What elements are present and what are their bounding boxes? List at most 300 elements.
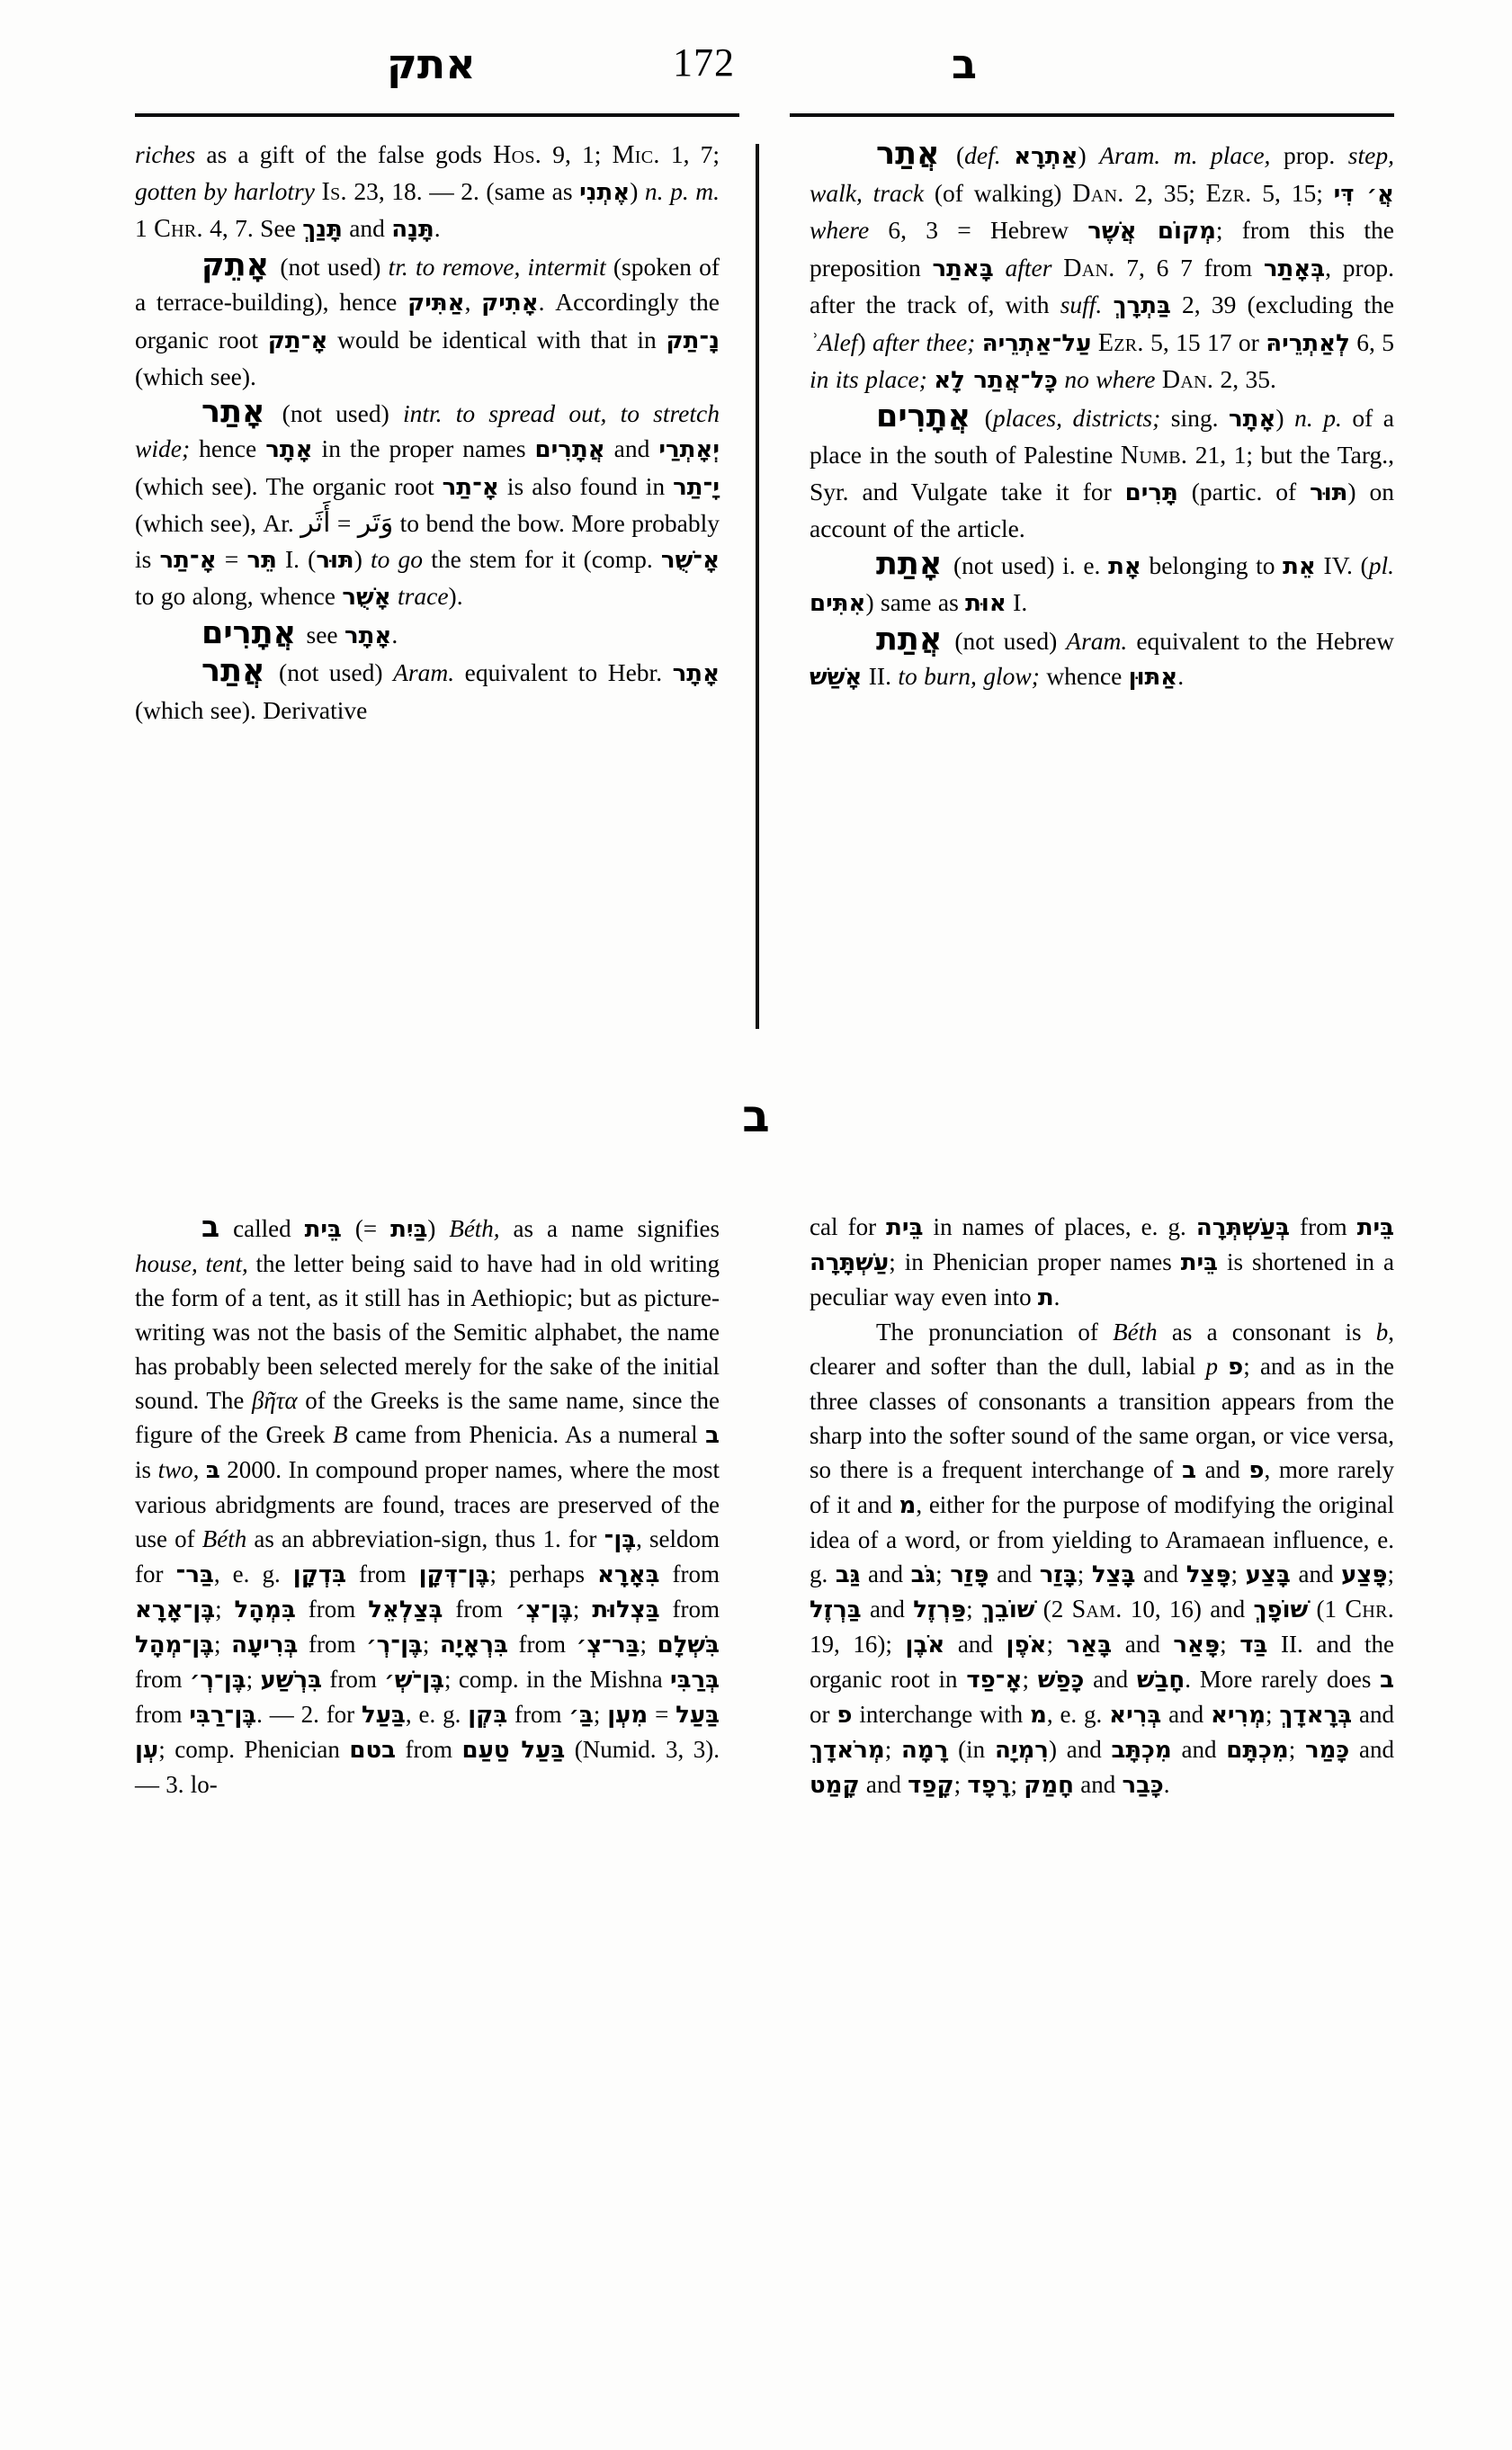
txt: and [860, 1560, 911, 1587]
txt: ; [935, 1560, 951, 1587]
greek-word: βῆτα [251, 1387, 298, 1414]
txt: II. and the organic root in [810, 1631, 1395, 1693]
ref-chr: Chr. [1345, 1596, 1395, 1623]
header-rule-right [790, 113, 1394, 117]
txt: from [295, 1596, 369, 1623]
hebrew-word: בָּצַע [1245, 1561, 1291, 1588]
txt: ; [1046, 1631, 1067, 1658]
hebrew-word: אָ־שֻׁר [660, 546, 720, 574]
ref-mic: Mic. [612, 141, 660, 169]
ref-hos: Hos. [493, 141, 542, 169]
hebrew-word: אִתִּים [810, 590, 866, 617]
hebrew-word: בַּעַל [362, 1702, 406, 1729]
txt: as a name signifies [499, 1215, 720, 1242]
txt: (2 [1034, 1596, 1072, 1623]
txt: tr. to remove, intermit [388, 252, 606, 281]
txt: prop. [1270, 141, 1348, 169]
ref-ezr: Ezr. [1097, 328, 1144, 357]
txt: B [332, 1421, 348, 1448]
entry-athar [135, 395, 720, 616]
hebrew-word: קָמַט [810, 1772, 860, 1799]
txt: ( [974, 403, 993, 432]
txt: gotten by harlotry [135, 176, 315, 205]
txt: intr. to spread out, to stretch wide; [135, 398, 720, 462]
entry-lemma: אֲתַר [876, 136, 940, 172]
entry-lemma: אֲתַת [876, 621, 943, 657]
hebrew-word: בִּדְקָן [292, 1561, 346, 1588]
txt: from [298, 1631, 367, 1658]
txt: ; [953, 1771, 968, 1798]
txt: ; [1077, 1560, 1092, 1587]
txt: and [989, 1560, 1040, 1587]
txt: , [464, 288, 482, 316]
txt: ʾAlef [810, 327, 858, 356]
txt: ) same as [865, 588, 966, 616]
txt: ; from this the preposition [810, 216, 1394, 282]
txt: I. [1006, 588, 1028, 616]
txt: ) on account of the article. [810, 477, 1394, 542]
hebrew-word: תָּנָה [391, 216, 434, 243]
txt: from [135, 1701, 190, 1728]
txt: 5, 15 17 or [1143, 327, 1266, 356]
header-left-hebrew-word: אתק [387, 40, 476, 88]
txt: as a consonant is [1157, 1319, 1376, 1346]
hebrew-word: כָּפַשׁ [1037, 1667, 1085, 1694]
txt: and [1112, 1631, 1174, 1658]
hebrew-word: מְקוֹם אֲשֶׁר [1087, 218, 1216, 245]
txt: or [810, 1701, 837, 1728]
hebrew-word: בַּר־ [175, 1561, 214, 1588]
hebrew-word: ב [1380, 1667, 1394, 1694]
hebrew-word: בַּתְרָךְ [1113, 292, 1171, 319]
ref-numb: Numb. [1120, 442, 1188, 469]
hebrew-word: אָתִיק [481, 290, 539, 317]
hebrew-word: יָ־תַר [673, 473, 720, 501]
txt: (not used) i. e. [945, 550, 1109, 579]
txt: ) [630, 176, 645, 205]
hebrew-word: אָת [1108, 552, 1141, 580]
hebrew-word: תָּנַךְ [302, 216, 343, 243]
txt: after [1005, 253, 1052, 282]
txt: 23, 18. — 2. (same as [346, 176, 580, 205]
header-right-hebrew-letter: ב [952, 40, 978, 88]
hebrew-word: בָּאתַר [932, 255, 994, 282]
entry-athath-hebrew [810, 547, 1394, 622]
txt: no where [1064, 365, 1156, 393]
ref-sam: Sam. [1071, 1596, 1123, 1623]
entry-athath-aramaic [810, 622, 1394, 696]
txt: is [135, 1456, 158, 1483]
ref-dan: Dan. [1063, 254, 1115, 282]
txt: (spoken of a terrace-building), hence [135, 252, 720, 316]
txt: from [1290, 1213, 1357, 1240]
hebrew-word: בְּרָאדָךְ [1279, 1702, 1353, 1729]
txt: and [861, 1596, 914, 1623]
hebrew-word: אָשֻׁר [342, 584, 391, 611]
txt: , e. g. [405, 1701, 469, 1728]
txt: interchange with [852, 1701, 1030, 1728]
hebrew-word: ב [705, 1422, 720, 1449]
txt: . [1177, 662, 1185, 690]
txt: 2, 35. [1213, 365, 1276, 393]
txt [1102, 291, 1113, 318]
hebrew-word: תָּרִים [1124, 478, 1178, 506]
txt: ; [1230, 1560, 1246, 1587]
hebrew-word: מְרֹאדָךְ [810, 1737, 885, 1764]
txt: in the proper names [312, 434, 535, 462]
ref-chr: Chr. [154, 215, 203, 243]
txt: belonging to [1141, 550, 1284, 579]
txt: ) [1078, 141, 1100, 169]
txt: and [1195, 1456, 1249, 1483]
hebrew-word: בֶּן־מְהָל [135, 1632, 214, 1659]
txt [1001, 141, 1015, 169]
txt: ; [1220, 1631, 1240, 1658]
txt: ; [213, 1631, 232, 1658]
hebrew-word: בְּרַבִּי [669, 1667, 720, 1694]
hebrew-word: מ [1030, 1702, 1047, 1729]
top-right-column [810, 137, 1394, 696]
txt: . More rarely does [1185, 1666, 1381, 1693]
txt: , prop. after the track of, with [810, 253, 1394, 318]
hebrew-word: פ [1248, 1457, 1265, 1484]
hebrew-word: בֵּית [886, 1214, 924, 1241]
txt: 7, 6 7 from [1114, 253, 1264, 282]
txt: , e. g. [1046, 1701, 1110, 1728]
txt: (not used) [268, 398, 403, 427]
ref-dan: Dan. [1072, 179, 1124, 208]
txt: . [434, 214, 441, 242]
ref-dan: Dan. [1161, 366, 1214, 394]
txt: , either for the purpose of modifying the original idea of a word, or from yielding to Aramaean influence, e. g. [810, 1491, 1394, 1587]
txt: . [1053, 1283, 1060, 1310]
hebrew-word: רָמָה [901, 1737, 949, 1764]
txt: as a gift of the false gods [195, 140, 494, 168]
txt: ; comp. Phenician [158, 1736, 350, 1763]
txt: b [1375, 1319, 1389, 1346]
hebrew-word: נָ־תַק [666, 326, 720, 354]
entry-lemma: אָתֵק [201, 246, 270, 283]
entry-atharim-crossref [135, 616, 720, 655]
txt: and [1290, 1560, 1342, 1587]
txt: I. ( [276, 544, 317, 573]
hebrew-word: בַּר־צְ׳ [576, 1632, 640, 1659]
bottom-columns-block [135, 1210, 1394, 2217]
beth-article-part1 [135, 1210, 720, 1802]
txt: (which see). [135, 362, 256, 390]
section-letter-beth: ב [742, 1090, 770, 1142]
hebrew-word: תֵּר [246, 546, 277, 574]
txt: from [396, 1736, 462, 1763]
hebrew-word: פָּצַע [1341, 1561, 1388, 1588]
txt: as an abbreviation-sign, thus 1. for [246, 1525, 604, 1552]
txt: IV. ( [1315, 550, 1369, 579]
txt: (= [341, 1215, 391, 1242]
hebrew-word: קָפַד [908, 1772, 954, 1799]
hebrew-word: בַּעַל עְן [135, 1702, 720, 1764]
txt: The pronunciation of [876, 1319, 1114, 1346]
txt: ) [427, 1215, 450, 1242]
entry-atharim [810, 399, 1394, 547]
txt: and [1084, 1666, 1137, 1693]
txt: where [810, 216, 870, 244]
hebrew-word: פָּאַר [1173, 1632, 1221, 1659]
entry-athar-aramaic [135, 654, 720, 728]
txt: hence [190, 434, 266, 462]
hebrew-word: גֹּב [910, 1561, 936, 1588]
txt: (Numid. 3, 3). — 3. lo- [135, 1736, 720, 1798]
hebrew-word: בִּאָרָא [597, 1561, 660, 1588]
entry-lemma: אֲתַר [201, 653, 265, 689]
txt: ) [1275, 403, 1295, 432]
txt: ; [1266, 1701, 1280, 1728]
txt: ) and [1048, 1736, 1112, 1763]
txt: ; perhaps [489, 1560, 598, 1587]
txt: = [216, 544, 247, 573]
txt: 5, 15; [1251, 178, 1334, 207]
hebrew-word: אָשַׁשׁ [810, 664, 863, 691]
hebrew-word: בַּרְזֶל [810, 1596, 862, 1623]
hebrew-word: בֶּן־ [604, 1526, 637, 1553]
txt: (not used) [273, 252, 389, 281]
txt: and [1161, 1701, 1211, 1728]
hebrew-word: אָתָר [344, 621, 392, 649]
txt: , more rarely of it and [810, 1456, 1394, 1518]
txt: n. p. [1294, 403, 1342, 432]
txt: ) [857, 327, 873, 356]
txt: 2000. In compound proper names, where the most various abridgments are found, traces are preserved of the use of [135, 1456, 720, 1552]
txt: ; [884, 1736, 902, 1763]
txt [391, 582, 398, 610]
txt [199, 1456, 206, 1483]
hebrew-word: פ [837, 1702, 853, 1729]
hebrew-word: שׁוֹבֵךְ [980, 1596, 1035, 1623]
hebrew-word: בִּרְאָיָה [439, 1632, 508, 1659]
hebrew-word: רִמְיָה [994, 1737, 1049, 1764]
ref-is: Is. [321, 177, 347, 206]
hebrew-word: אָ־תַר [442, 473, 499, 501]
hebrew-word: בִּשְׁלָם [657, 1632, 720, 1659]
hebrew-word: בֵּית עַשְׁתָּרָה [810, 1214, 1394, 1276]
hebrew-word: פָּזַר [950, 1561, 989, 1588]
txt: 2, 35; [1123, 178, 1206, 207]
bottom-left-column [135, 1210, 720, 1802]
entry-continuation-ethnan [135, 137, 720, 248]
txt: in its place; [810, 365, 927, 393]
running-head [135, 40, 1394, 133]
arabic-word: وَتَر [357, 507, 394, 539]
txt: from [322, 1666, 385, 1693]
txt: ; [593, 1701, 608, 1728]
txt: and [1349, 1736, 1395, 1763]
txt: cal for [810, 1213, 887, 1240]
txt: (not used) [945, 626, 1067, 655]
txt: (which see). Derivative [135, 695, 368, 724]
txt: . [1163, 1771, 1170, 1798]
txt: to burn, glow; [898, 662, 1040, 690]
txt: . Accordingly the organic root [135, 288, 720, 353]
hebrew-word: בַּצְלוּת [592, 1596, 660, 1623]
txt: ; comp. in the Mishna [444, 1666, 670, 1693]
hebrew-word: מְרִיא [1210, 1702, 1266, 1729]
hebrew-word: יְאָתְרַי [658, 436, 720, 463]
txt: would be identical with that in [327, 325, 667, 353]
txt: 4, 7. See [202, 214, 303, 242]
hebrew-word: רָפָד [967, 1772, 1011, 1799]
hebrew-word: בֶּן־רַבִּי [189, 1702, 257, 1729]
txt: . — 2. for [256, 1701, 362, 1728]
hebrew-word: פָּצַל [1185, 1561, 1231, 1588]
top-left-column [135, 137, 720, 728]
hebrew-word: מִעְן [607, 1702, 649, 1729]
hebrew-word: כָּבַר [1122, 1772, 1164, 1799]
txt: (which see), Ar. [135, 509, 301, 537]
txt: ; [215, 1596, 235, 1623]
txt: ; [572, 1596, 593, 1623]
hebrew-word: כָּל־אֲתַר לָא [934, 367, 1059, 394]
hebrew-word: גַּב [835, 1561, 861, 1588]
txt: from [659, 1560, 720, 1587]
txt: of a place in the south of Palestine [810, 403, 1394, 469]
hebrew-word: בְּרִיעָה [231, 1632, 299, 1659]
hebrew-word: תּוּר [1310, 478, 1348, 506]
hebrew-word: בִּרְשַׁע [260, 1667, 323, 1694]
hebrew-word: בַּד [1239, 1632, 1268, 1659]
txt: the stem for it (comp. [423, 544, 661, 573]
hebrew-word: שׁוֹפָךְ [1253, 1596, 1309, 1623]
txt: ; [966, 1596, 981, 1623]
txt: Béth, [449, 1215, 500, 1242]
txt: see [300, 620, 345, 648]
entry-atheq [135, 248, 720, 395]
txt: ( [943, 141, 965, 169]
hebrew-word: בַּיִת [390, 1216, 428, 1243]
txt [1155, 365, 1161, 393]
beth-article-part2 [810, 1210, 1394, 1315]
hebrew-word: בֶּן־צְ׳ [514, 1596, 573, 1623]
txt: (which see). The organic root [135, 471, 443, 500]
txt: , clearer and softer than the dull, labial [810, 1319, 1394, 1380]
txt: = [648, 1701, 676, 1728]
hebrew-word: אֹפֶן [1006, 1632, 1047, 1659]
hebrew-word: אֲ׳ דִּי [1333, 180, 1394, 208]
txt: Aram. m. place, [1099, 141, 1271, 169]
txt: from [135, 1666, 190, 1693]
hebrew-word: פַּרְזֶל [913, 1596, 967, 1623]
hebrew-word: בֵּית [304, 1216, 342, 1243]
hebrew-word: בְּעַשְׁתְּרָה [1195, 1214, 1291, 1241]
hebrew-word: בִּמְהָל [234, 1596, 296, 1623]
hebrew-word: בְּצַלְאֵל [368, 1596, 443, 1623]
txt: came from Phenicia. As a numeral [347, 1421, 706, 1448]
txt: and [1171, 1736, 1227, 1763]
hebrew-word: בֵּית [1180, 1249, 1219, 1276]
hebrew-word: בֶּן־דְּקָן [418, 1561, 490, 1588]
entry-lemma: אֲתָרִים [876, 398, 971, 434]
page-number: 172 [673, 40, 735, 85]
hebrew-word: אַתּוּן [1128, 664, 1178, 691]
top-columns-block [135, 137, 1394, 1072]
txt: suff. [1060, 291, 1103, 318]
hebrew-word: אֹבֶן [905, 1632, 945, 1659]
header-rule-left [135, 113, 739, 117]
txt: , e. g. [213, 1560, 293, 1587]
txt: is also found in [498, 471, 674, 500]
hebrew-word: אַתְרָא [1014, 143, 1078, 170]
txt: and [944, 1631, 1007, 1658]
txt: ; [1022, 1666, 1038, 1693]
hebrew-word: אָתָר [265, 436, 313, 463]
hebrew-word: בֶּן־רְ׳ [189, 1667, 246, 1694]
txt: places, districts; [992, 403, 1161, 432]
txt: from [345, 1560, 419, 1587]
arabic-word: أَثَر [300, 507, 331, 539]
hebrew-word: אָ־תַר [159, 546, 217, 574]
txt: riches [135, 140, 196, 168]
hebrew-word: בָּצַל [1091, 1561, 1136, 1588]
txt: the letter being said to have had in old writing the form of a tent, as it still has in Aethiopic; but as picture-writing was not the basis of the Semitic alphabet, the name has probably been selected merely for the sake of the initial sound. The [135, 1250, 720, 1414]
txt: from [659, 1596, 720, 1623]
txt: ; [1010, 1771, 1024, 1798]
txt: pl. [1368, 550, 1394, 579]
hebrew-letter-beth: ב [201, 1209, 220, 1244]
hebrew-word: אֶתְנִי [579, 178, 631, 206]
txt: II. [862, 662, 899, 690]
txt: 1, 7; [659, 140, 720, 168]
txt: to go [371, 544, 424, 573]
hebrew-word: בָּזַר [1039, 1561, 1078, 1588]
txt: 2, 39 (excluding the [1170, 291, 1394, 318]
txt: two, [157, 1456, 200, 1483]
txt: in names of places, e. g. [923, 1213, 1196, 1240]
txt: 9, 1; [541, 140, 613, 168]
txt [1218, 1353, 1228, 1380]
hebrew-word: לְאַתְרֵיהּ [1266, 329, 1350, 357]
txt: called [219, 1215, 305, 1242]
hebrew-word: בְּאָתַר [1263, 255, 1326, 282]
txt: of the Greeks is the same name, since the figure of the Greek [135, 1387, 720, 1448]
hebrew-word: בְּרִיא [1109, 1702, 1162, 1729]
hebrew-word: ת [1037, 1284, 1054, 1311]
txt: after thee; [872, 327, 976, 356]
txt: and [859, 1771, 908, 1798]
hebrew-word: חָמַק [1024, 1772, 1075, 1799]
hebrew-word: בּ [205, 1457, 220, 1484]
hebrew-word: אָ־תַק [267, 326, 328, 354]
txt: trace [398, 582, 449, 610]
hebrew-word: בֶּן־שְׁ׳ [384, 1667, 445, 1694]
hebrew-word: בטם [349, 1737, 397, 1764]
ref-ezr: Ezr. [1205, 179, 1252, 208]
hebrew-word: חָבַשׁ [1136, 1667, 1185, 1694]
txt: 1 [135, 214, 155, 242]
txt: (of walking) [924, 178, 1073, 207]
hebrew-word: מִכְתָּב [1111, 1737, 1172, 1764]
hebrew-word: פ [1228, 1354, 1244, 1381]
txt: is shortened in a peculiar way even into [810, 1248, 1394, 1310]
txt: from [507, 1631, 577, 1658]
txt: ; [640, 1631, 658, 1658]
txt [1091, 328, 1097, 356]
beth-pronunciation-paragraph [810, 1315, 1394, 1802]
hebrew-word: אָתָר [672, 660, 720, 687]
txt: (partic. of [1177, 477, 1311, 505]
txt: from [443, 1596, 515, 1623]
txt: . [391, 620, 398, 648]
txt: ). [448, 582, 463, 610]
bottom-right-column [810, 1210, 1394, 1802]
txt: n. p. m. [644, 176, 720, 205]
